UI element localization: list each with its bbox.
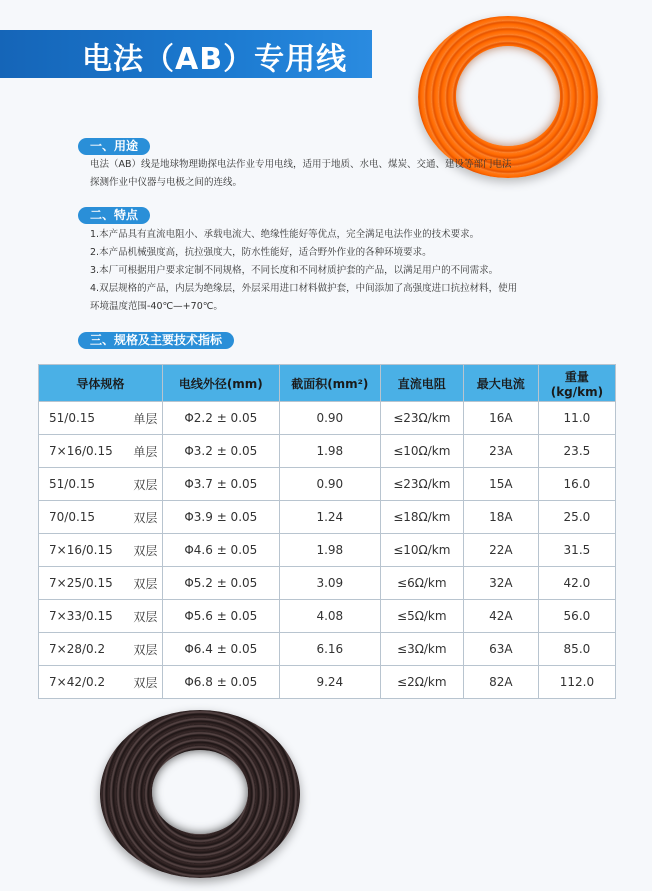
cell-resistance: ≤5Ω/km bbox=[380, 600, 463, 633]
features-line: 1.本产品具有直流电阻小、承载电流大、绝缘性能好等优点，完全满足电法作业的技术要求。 bbox=[90, 229, 480, 240]
cell-weight: 56.0 bbox=[538, 600, 615, 633]
cell-weight: 11.0 bbox=[538, 402, 615, 435]
page-title: 电法（AB）专用线 bbox=[82, 42, 348, 77]
cell-diameter: Φ3.2 ± 0.05 bbox=[162, 435, 279, 468]
cell-weight: 25.0 bbox=[538, 501, 615, 534]
cell-spec: 7×42/0.2 bbox=[39, 666, 130, 699]
table-row bbox=[39, 666, 616, 699]
cell-weight: 31.5 bbox=[538, 534, 615, 567]
cell-spec: 51/0.15 bbox=[39, 402, 130, 435]
cell-diameter: Φ3.9 ± 0.05 bbox=[162, 501, 279, 534]
table-row bbox=[39, 468, 616, 501]
cell-layer: 单层 bbox=[129, 435, 162, 468]
cell-spec: 7×25/0.15 bbox=[39, 567, 130, 600]
cell-current: 23A bbox=[463, 435, 538, 468]
header-current: 最大电流 bbox=[463, 365, 538, 402]
cell-area: 3.09 bbox=[279, 567, 380, 600]
cell-weight: 112.0 bbox=[538, 666, 615, 699]
cell-weight: 42.0 bbox=[538, 567, 615, 600]
cell-area: 6.16 bbox=[279, 633, 380, 666]
cell-layer: 双层 bbox=[129, 666, 162, 699]
cell-weight: 85.0 bbox=[538, 633, 615, 666]
cell-spec: 7×16/0.15 bbox=[39, 534, 130, 567]
cell-diameter: Φ6.8 ± 0.05 bbox=[162, 666, 279, 699]
header-conductor: 导体规格 bbox=[39, 365, 163, 402]
cell-layer: 双层 bbox=[129, 600, 162, 633]
cell-area: 0.90 bbox=[279, 402, 380, 435]
usage-line: 电法（AB）线是地球物理勘探电法作业专用电线，适用于地质、水电、煤炭、交通、建设等部门电法 bbox=[90, 159, 512, 170]
header-diameter: 电线外径(mm) bbox=[162, 365, 279, 402]
cell-current: 42A bbox=[463, 600, 538, 633]
orange-cable-coil-icon bbox=[418, 16, 598, 178]
cell-current: 18A bbox=[463, 501, 538, 534]
cell-area: 4.08 bbox=[279, 600, 380, 633]
cell-diameter: Φ3.7 ± 0.05 bbox=[162, 468, 279, 501]
features-line: 4.双层规格的产品，内层为绝缘层，外层采用进口材料做护套，中间添加了高强度进口抗拉材料，使用 bbox=[90, 283, 518, 294]
section-heading-features: 二、特点 bbox=[78, 207, 150, 224]
table-row bbox=[39, 402, 616, 435]
cell-weight: 16.0 bbox=[538, 468, 615, 501]
cell-diameter: Φ6.4 ± 0.05 bbox=[162, 633, 279, 666]
cell-layer: 双层 bbox=[129, 567, 162, 600]
cell-resistance: ≤10Ω/km bbox=[380, 435, 463, 468]
spec-table bbox=[38, 364, 616, 699]
cell-diameter: Φ5.6 ± 0.05 bbox=[162, 600, 279, 633]
cell-area: 1.98 bbox=[279, 534, 380, 567]
cell-spec: 7×33/0.15 bbox=[39, 600, 130, 633]
cell-spec: 70/0.15 bbox=[39, 501, 130, 534]
cell-area: 1.98 bbox=[279, 435, 380, 468]
header-area: 截面积(mm²) bbox=[279, 365, 380, 402]
cell-layer: 双层 bbox=[129, 501, 162, 534]
features-line: 环境温度范围-40℃—+70℃。 bbox=[90, 301, 223, 312]
features-line: 2.本产品机械强度高，抗拉强度大，防水性能好，适合野外作业的各种环境要求。 bbox=[90, 247, 432, 258]
table-row bbox=[39, 600, 616, 633]
cell-resistance: ≤2Ω/km bbox=[380, 666, 463, 699]
table-header-row bbox=[39, 365, 616, 402]
cell-current: 16A bbox=[463, 402, 538, 435]
section-heading-specs: 三、规格及主要技术指标 bbox=[78, 332, 234, 349]
header-resistance: 直流电阻 bbox=[380, 365, 463, 402]
cell-current: 22A bbox=[463, 534, 538, 567]
cell-layer: 双层 bbox=[129, 468, 162, 501]
cell-layer: 单层 bbox=[129, 402, 162, 435]
features-text bbox=[90, 226, 550, 316]
usage-text bbox=[90, 156, 550, 192]
cell-current: 15A bbox=[463, 468, 538, 501]
cell-weight: 23.5 bbox=[538, 435, 615, 468]
cell-resistance: ≤23Ω/km bbox=[380, 468, 463, 501]
cell-area: 1.24 bbox=[279, 501, 380, 534]
cell-spec: 7×16/0.15 bbox=[39, 435, 130, 468]
cell-resistance: ≤23Ω/km bbox=[380, 402, 463, 435]
cell-area: 0.90 bbox=[279, 468, 380, 501]
cell-resistance: ≤3Ω/km bbox=[380, 633, 463, 666]
usage-line: 探测作业中仪器与电极之间的连线。 bbox=[90, 177, 243, 188]
cell-diameter: Φ5.2 ± 0.05 bbox=[162, 567, 279, 600]
table-row bbox=[39, 633, 616, 666]
cell-resistance: ≤6Ω/km bbox=[380, 567, 463, 600]
cell-layer: 双层 bbox=[129, 633, 162, 666]
section-heading-usage: 一、用途 bbox=[78, 138, 150, 155]
table-row bbox=[39, 435, 616, 468]
cell-diameter: Φ2.2 ± 0.05 bbox=[162, 402, 279, 435]
cell-spec: 7×28/0.2 bbox=[39, 633, 130, 666]
cell-layer: 双层 bbox=[129, 534, 162, 567]
table-row bbox=[39, 501, 616, 534]
cell-current: 63A bbox=[463, 633, 538, 666]
cell-current: 82A bbox=[463, 666, 538, 699]
cell-spec: 51/0.15 bbox=[39, 468, 130, 501]
table-row bbox=[39, 567, 616, 600]
table-row bbox=[39, 534, 616, 567]
cell-resistance: ≤18Ω/km bbox=[380, 501, 463, 534]
header-weight: 重量 (kg/km) bbox=[538, 365, 615, 402]
cell-area: 9.24 bbox=[279, 666, 380, 699]
features-line: 3.本厂可根据用户要求定制不同规格，不同长度和不同材质护套的产品，以满足用户的不同需求。 bbox=[90, 265, 499, 276]
cell-current: 32A bbox=[463, 567, 538, 600]
cell-resistance: ≤10Ω/km bbox=[380, 534, 463, 567]
cell-diameter: Φ4.6 ± 0.05 bbox=[162, 534, 279, 567]
black-cable-coil-icon bbox=[100, 710, 300, 878]
